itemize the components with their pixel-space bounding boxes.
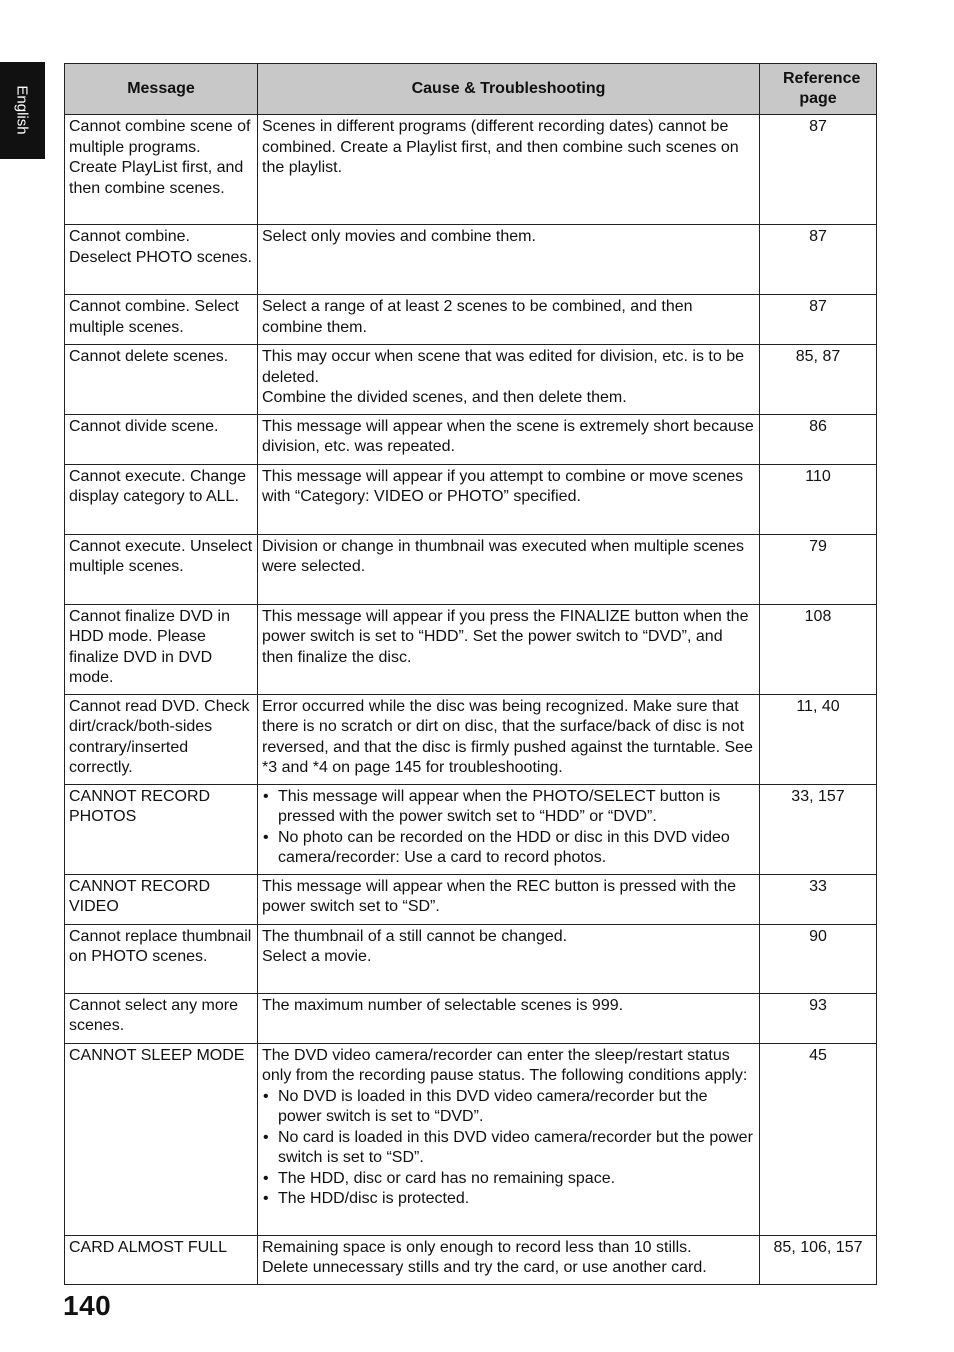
table-row: [65, 345, 877, 415]
reference-page-cell: 87: [760, 115, 877, 225]
table-row: [65, 115, 877, 225]
table-row: [65, 874, 877, 924]
table-row: [65, 1235, 877, 1284]
header-reference-page: [760, 64, 877, 115]
cause-text: Division or change in thumbnail was executed when multiple scenes were selected.: [262, 537, 745, 575]
cause-text: This may occur when scene that was edited for division, etc. is to be deleted.: [262, 348, 745, 386]
message-cell: Cannot combine scene of multiple programs. Create PlayList first, and then combine scenes.: [65, 115, 258, 225]
message-cell: Cannot combine. Deselect PHOTO scenes.: [65, 225, 258, 295]
table-row: [65, 924, 877, 993]
cause-text: Scenes in different programs (different recording dates) cannot be combined. Create a Playlist first, and then combine such scenes on the playlist.: [262, 118, 739, 176]
message-cell: Cannot execute. Unselect multiple scenes.: [65, 534, 258, 604]
cause-text: This message will appear if you attempt to combine or move scenes with “Category: VIDEO or PHOTO” specified.: [262, 467, 744, 505]
cause-cell: [258, 464, 760, 534]
message-cell: Cannot finalize DVD in HDD mode. Please finalize DVD in DVD mode.: [65, 604, 258, 694]
reference-page-cell: 87: [760, 225, 877, 295]
cause-bullet: • The HDD, disc or card has no remaining space.: [262, 1169, 755, 1190]
cause-cell: [258, 414, 760, 464]
cause-bullet: • This message will appear when the PHOTO/SELECT button is pressed with the power switch set to “HDD” or “DVD”.: [262, 787, 755, 828]
cause-text: Error occurred while the disc was being recognized. Make sure that there is no scratch or dirt on disc, that the surface/back of disc is not reversed, and that the disc is firmly pushed against the turntable. See *3 and *4 on page 145 for troubleshooting.: [262, 697, 753, 776]
reference-page-cell: 90: [760, 924, 877, 993]
reference-page-cell: 11, 40: [760, 694, 877, 784]
page-number: 140: [63, 1290, 112, 1321]
cause-text: The thumbnail of a still cannot be changed.: [262, 927, 568, 945]
message-cell: CANNOT RECORD PHOTOS: [65, 784, 258, 874]
message-cell: Cannot execute. Change display category to ALL.: [65, 464, 258, 534]
cause-bullet: • No DVD is loaded in this DVD video camera/recorder but the power switch is set to “DVD”.: [262, 1087, 755, 1128]
message-cell: Cannot combine. Select multiple scenes.: [65, 295, 258, 345]
cause-cell: [258, 924, 760, 993]
reference-page-cell: 93: [760, 993, 877, 1043]
header-message: Message: [65, 64, 258, 115]
cause-bullet: • The HDD/disc is protected.: [262, 1189, 755, 1210]
message-cell: Cannot replace thumbnail on PHOTO scenes.: [65, 924, 258, 993]
cause-cell: [258, 1043, 760, 1235]
table-row: [65, 225, 877, 295]
table-header-row: [65, 64, 877, 115]
cause-text: Select only movies and combine them.: [262, 228, 536, 245]
cause-cell: [258, 295, 760, 345]
cause-bullet: • No card is loaded in this DVD video camera/recorder but the power switch is set to “SD”.: [262, 1128, 755, 1169]
reference-page-cell: 108: [760, 604, 877, 694]
cause-bullet: • No photo can be recorded on the HDD or disc in this DVD video camera/recorder: Use a card to record photos.: [262, 828, 755, 869]
reference-page-cell: 33: [760, 874, 877, 924]
reference-page-cell: 85, 87: [760, 345, 877, 415]
reference-page-cell: 85, 106, 157: [760, 1235, 877, 1284]
cause-text: Remaining space is only enough to record less than 10 stills.: [262, 1238, 692, 1256]
header-reference-page-label: Reference page: [783, 69, 861, 107]
table-row: [65, 414, 877, 464]
reference-page-cell: 110: [760, 464, 877, 534]
cause-cell: [258, 225, 760, 295]
table-row: [65, 295, 877, 345]
reference-page-cell: 86: [760, 414, 877, 464]
troubleshooting-table: [64, 63, 877, 1285]
cause-text: This message will appear when the scene is extremely short because division, etc. was repeated.: [262, 417, 754, 455]
cause-text: Delete unnecessary stills and try the card, or use another card.: [262, 1259, 707, 1276]
cause-text: The DVD video camera/recorder can enter the sleep/restart status only from the recording pause status. The following conditions apply:: [262, 1046, 748, 1084]
table-row: [65, 784, 877, 874]
cause-text: This message will appear when the REC button is pressed with the power switch set to “SD”.: [262, 877, 737, 915]
cause-cell: [258, 1235, 760, 1284]
cause-text: Select a range of at least 2 scenes to be combined, and then combine them.: [262, 298, 693, 336]
message-cell: Cannot read DVD. Check dirt/crack/both-sides contrary/inserted correctly.: [65, 694, 258, 784]
cause-cell: [258, 345, 760, 415]
cause-cell: [258, 694, 760, 784]
message-cell: Cannot delete scenes.: [65, 345, 258, 415]
message-cell: CANNOT RECORD VIDEO: [65, 874, 258, 924]
reference-page-cell: 45: [760, 1043, 877, 1235]
table-row: [65, 1043, 877, 1235]
cause-cell: [258, 993, 760, 1043]
cause-cell: [258, 115, 760, 225]
cause-text: The maximum number of selectable scenes is 999.: [262, 996, 624, 1014]
language-tab: [0, 62, 45, 159]
reference-page-cell: 87: [760, 295, 877, 345]
cause-text: Select a movie.: [262, 948, 372, 965]
cause-cell: [258, 874, 760, 924]
cause-text: This message will appear if you press the FINALIZE button when the power switch is set to “HDD”. Set the power switch to “DVD”, and then finalize the disc.: [262, 607, 749, 666]
cause-cell: [258, 604, 760, 694]
message-cell: CARD ALMOST FULL: [65, 1235, 258, 1284]
table-row: [65, 694, 877, 784]
cause-text: Combine the divided scenes, and then delete them.: [262, 389, 627, 406]
message-cell: Cannot select any more scenes.: [65, 993, 258, 1043]
message-cell: Cannot divide scene.: [65, 414, 258, 464]
cause-cell: [258, 784, 760, 874]
table-row: [65, 464, 877, 534]
reference-page-cell: 33, 157: [760, 784, 877, 874]
table-row: [65, 604, 877, 694]
cause-cell: [258, 534, 760, 604]
reference-page-cell: 79: [760, 534, 877, 604]
header-cause: Cause & Troubleshooting: [258, 64, 760, 115]
message-cell: CANNOT SLEEP MODE: [65, 1043, 258, 1235]
table-row: [65, 993, 877, 1043]
table-row: [65, 534, 877, 604]
table-body: [65, 115, 877, 1285]
language-tab-label: English: [13, 85, 31, 135]
